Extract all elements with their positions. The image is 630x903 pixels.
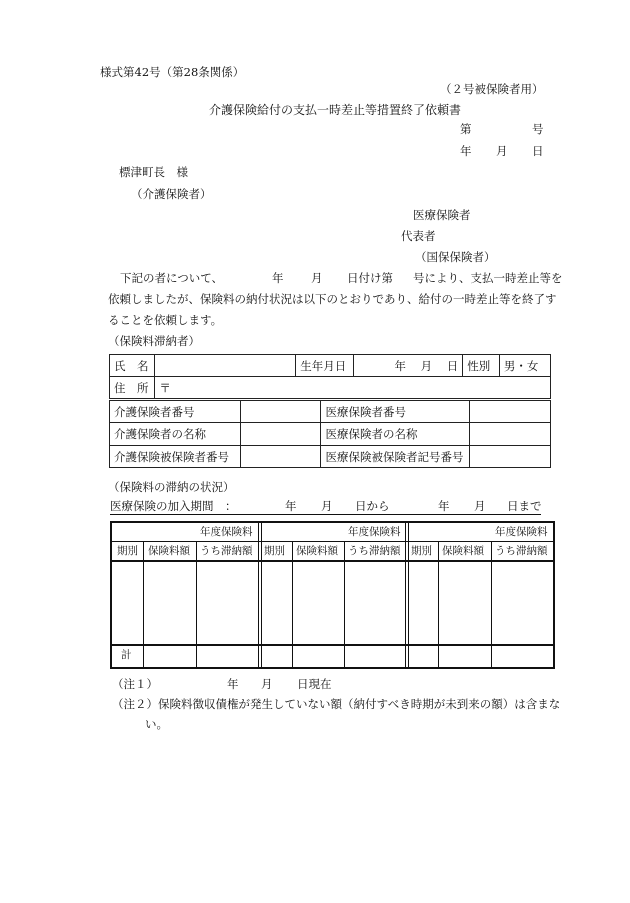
birth-month: 月 xyxy=(420,358,433,373)
header-divider xyxy=(112,541,553,542)
col-amount: 保険料額 xyxy=(296,545,338,557)
number-suffix: 号 xyxy=(532,122,544,136)
care-insurer-no-value xyxy=(240,401,321,423)
body-line1-e: 号により、支払一時差止等を xyxy=(413,271,563,285)
note2-cont: い。 xyxy=(145,717,168,731)
med-insured-no-label: 医療保険被保険者記号番号 xyxy=(321,446,470,468)
med-insurer-name-value xyxy=(470,423,551,446)
period-label: 医療保険の加入期間 ： xyxy=(110,499,237,513)
col-term: 期別 xyxy=(264,545,285,557)
col-amount: 保険料額 xyxy=(148,545,190,557)
col-line xyxy=(344,542,345,667)
period-month2: 月 xyxy=(474,499,486,513)
arrears-table xyxy=(110,521,555,669)
name-label: 氏 名 xyxy=(110,355,155,377)
period-line xyxy=(110,501,541,515)
sex-label: 性別 xyxy=(463,355,500,377)
section1-label: （保険料滞納者） xyxy=(108,334,200,348)
section2-label: （保険料の滞納の状況） xyxy=(108,480,235,494)
addressee-name: 標津町長 様 xyxy=(119,165,188,179)
body-line3: ることを依頼します。 xyxy=(108,313,223,327)
period-day2: 日まで xyxy=(507,499,542,513)
med-insurer-no-value xyxy=(470,401,551,423)
group-sep-2 xyxy=(405,523,409,667)
col-line xyxy=(196,542,197,667)
col-amount: 保険料額 xyxy=(442,545,484,557)
page-title: 介護保険給付の支払一時差止等措置終了依頼書 xyxy=(209,103,462,117)
fiscal-label-2: 年度保険料 xyxy=(348,526,401,538)
date-year: 年 xyxy=(460,144,472,158)
body-line1-d: 日付け第 xyxy=(347,271,393,285)
body-line1-b: 年 xyxy=(272,271,284,285)
care-insured-no-label: 介護保険被保険者番号 xyxy=(110,446,241,468)
insured-type: （２号被保険者用） xyxy=(440,82,544,96)
person-table xyxy=(109,354,551,399)
note1-month: 月 xyxy=(261,677,273,691)
address-label: 住 所 xyxy=(110,377,155,399)
date-day: 日 xyxy=(532,144,544,158)
addressee-role: （介護保険者） xyxy=(131,187,212,201)
period-year1: 年 xyxy=(285,499,297,513)
note1-year: 年 xyxy=(227,677,239,691)
note1-label: （注１） xyxy=(112,677,158,691)
total-label: 計 xyxy=(121,649,132,661)
care-insurer-name-value xyxy=(240,423,321,446)
note2-label: （注２） xyxy=(112,697,158,711)
med-insurer-no-label: 医療保険者番号 xyxy=(321,401,470,423)
address-value xyxy=(155,377,551,399)
fiscal-label-3: 年度保険料 xyxy=(495,526,548,538)
note2-text: 保険料徴収債権が発生していない額（納付すべき時期が未到来の額）は含まな xyxy=(158,697,561,711)
col-line xyxy=(143,542,144,667)
care-insurer-name-label: 介護保険者の名称 xyxy=(110,423,241,446)
col-line xyxy=(438,542,439,667)
insurer-table xyxy=(109,400,551,468)
col-line xyxy=(292,542,293,667)
number-prefix: 第 xyxy=(460,122,472,136)
period-year2: 年 xyxy=(438,499,450,513)
group-sep-1 xyxy=(258,523,262,667)
period-month1: 月 xyxy=(321,499,333,513)
care-insured-no-value xyxy=(240,446,321,468)
form-number: 様式第42号（第28条関係） xyxy=(100,65,245,79)
sender-org: 医療保険者 xyxy=(413,208,471,222)
col-unpaid: うち滞納額 xyxy=(348,545,401,557)
note1-text: 日現在 xyxy=(297,677,332,691)
sender-role: （国保保険者） xyxy=(415,250,496,264)
name-value xyxy=(155,355,296,377)
med-insured-no-value xyxy=(470,446,551,468)
total-top xyxy=(112,644,553,646)
birth-day: 日 xyxy=(446,358,459,373)
body-line1-a: 下記の者について、 xyxy=(120,271,224,285)
col-term: 期別 xyxy=(117,545,138,557)
col-term: 期別 xyxy=(411,545,432,557)
postal-mark: 〒 xyxy=(159,380,171,395)
period-day1: 日から xyxy=(355,499,390,513)
body-line1-c: 月 xyxy=(311,271,323,285)
date-month: 月 xyxy=(496,144,508,158)
birth-label: 生年月日 xyxy=(296,355,353,377)
med-insurer-name-label: 医療保険者の名称 xyxy=(321,423,470,446)
birth-year: 年 xyxy=(394,358,407,373)
col-line xyxy=(491,542,492,667)
col-unpaid: うち滞納額 xyxy=(200,545,253,557)
care-insurer-no-label: 介護保険者番号 xyxy=(110,401,241,423)
birth-value xyxy=(353,355,463,377)
fiscal-label-1: 年度保険料 xyxy=(200,526,253,538)
col-unpaid: うち滞納額 xyxy=(495,545,548,557)
sex-value: 男・女 xyxy=(499,355,550,377)
body-line2: 依頼しましたが、保険料の納付状況は以下のとおりであり、給付の一時差止等を終了す xyxy=(108,292,557,306)
header-bottom xyxy=(112,560,553,562)
sender-rep: 代表者 xyxy=(401,229,436,243)
